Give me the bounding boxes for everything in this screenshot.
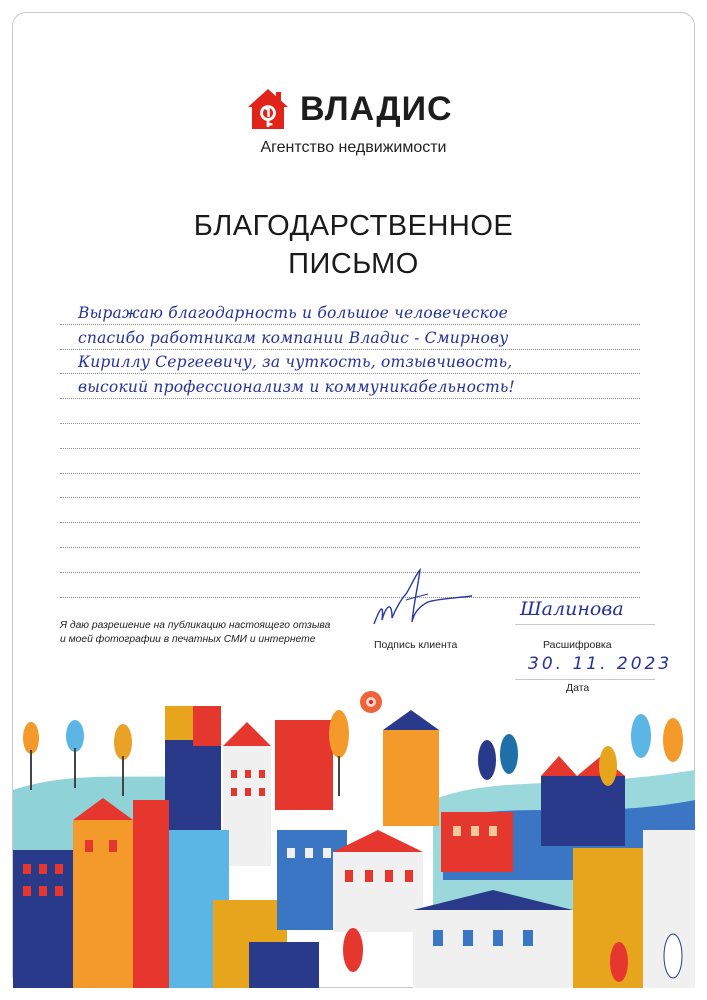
tree-icon <box>329 710 349 758</box>
brand-tagline: Агентство недвижимости <box>260 139 447 156</box>
letter-line <box>60 474 640 499</box>
letter-line <box>60 548 640 573</box>
consent-line-2: и моей фотографии в печатных СМИ и интернете <box>60 634 316 645</box>
handwritten-text: спасибо работникам компании Владис - Смирнову <box>78 328 509 347</box>
tree-icon <box>23 722 39 754</box>
letter-line <box>60 350 640 375</box>
building <box>333 852 423 932</box>
handwritten-text: Кириллу Сергеевичу, за чуткость, отзывчивость, <box>78 353 513 372</box>
handwritten-text: Выражаю благодарность и большое человеческое <box>78 303 509 322</box>
letter-line <box>60 399 640 424</box>
decoding-label: Расшифровка <box>543 639 612 651</box>
building <box>383 730 439 826</box>
building <box>275 720 333 810</box>
tree-icon <box>631 714 651 758</box>
tree-icon <box>114 724 132 760</box>
handwritten-date: 30. 11. 2023 <box>528 654 673 674</box>
building <box>193 706 221 746</box>
building <box>413 910 573 988</box>
letter-line <box>60 325 640 350</box>
letter-line <box>60 424 640 449</box>
letter-line <box>60 449 640 474</box>
title-line-1: БЛАГОДАРСТВЕННОЕ <box>193 210 514 242</box>
tree-icon <box>610 942 628 982</box>
tree-icon <box>66 720 84 752</box>
brand-logo <box>246 86 453 132</box>
decoding-line <box>515 624 655 625</box>
letter-line <box>60 498 640 523</box>
handwritten-text: высокий профессионализм и коммуникабельность! <box>78 378 515 397</box>
client-signature <box>362 568 492 638</box>
tree-icon <box>599 746 617 786</box>
tree-icon <box>500 734 518 774</box>
tree-icon <box>343 928 363 972</box>
title-line-2: ПИСЬМО <box>288 248 419 280</box>
building <box>223 746 271 866</box>
handwritten-surname: Шалинова <box>520 598 624 620</box>
document-title <box>0 207 707 283</box>
consent-line-1: Я даю разрешение на публикацию настоящего отзыва <box>60 620 331 631</box>
publication-consent <box>60 619 360 647</box>
tree-icon <box>663 718 683 762</box>
building <box>133 800 169 988</box>
date-label: Дата <box>566 682 590 694</box>
tree-icon <box>664 934 682 978</box>
brand-name: ВЛАДИС <box>300 89 453 128</box>
letter-line <box>60 374 640 399</box>
letter-line <box>60 573 640 598</box>
letter-body <box>60 300 640 598</box>
city-illustration <box>13 680 695 988</box>
house-key-icon <box>246 87 290 131</box>
building <box>573 848 643 988</box>
letter-line <box>60 523 640 548</box>
tree-icon <box>478 740 496 780</box>
building <box>441 812 513 872</box>
signature-label: Подпись клиента <box>374 639 458 651</box>
building <box>541 776 625 846</box>
building <box>73 820 133 988</box>
letter-line <box>60 300 640 325</box>
building <box>249 942 319 988</box>
